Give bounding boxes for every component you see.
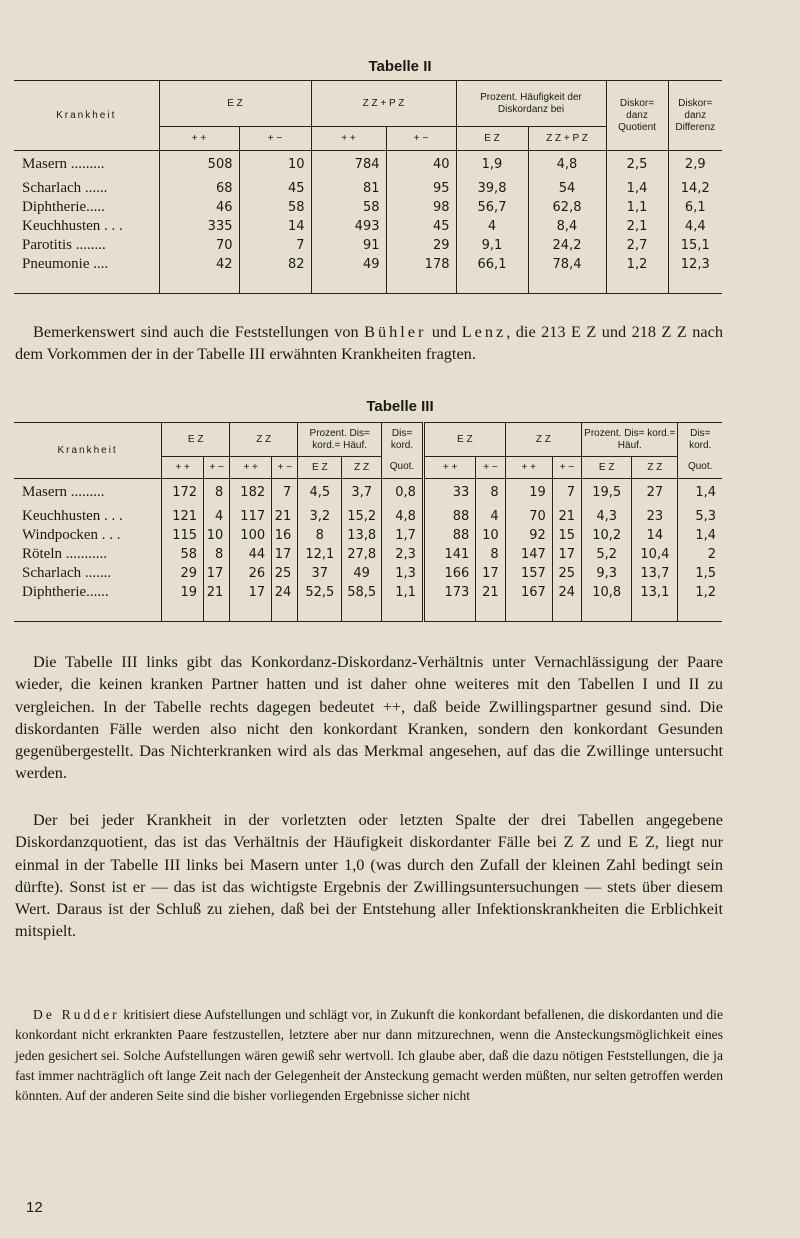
header-zzpz: Z Z + P Z <box>311 81 456 127</box>
table-cell: 8 <box>476 479 505 507</box>
table-cell: 13,1 <box>632 583 678 602</box>
header-ez-right: E Z <box>423 423 505 457</box>
table-cell: 8 <box>298 526 342 545</box>
header-pm: + − <box>272 457 298 479</box>
table-cell: 784 <box>311 151 386 179</box>
para1-author-lenz: Lenz <box>461 322 507 341</box>
header-prozent-right: Prozent. Dis= kord.= Häuf. <box>582 423 678 457</box>
spacer-cell <box>476 602 505 622</box>
spacer-cell <box>632 602 678 622</box>
table-cell: 8 <box>204 545 230 564</box>
table-cell: 44 <box>230 545 272 564</box>
table-cell: 45 <box>239 179 311 198</box>
table-row <box>14 236 722 255</box>
spacer-cell <box>162 602 204 622</box>
table-cell: 82 <box>239 255 311 274</box>
header-zz-right: Z Z <box>505 423 581 457</box>
table-cell: 157 <box>505 564 552 583</box>
row-label: Diphtherie...... <box>22 583 109 600</box>
table-cell: 2,9 <box>668 151 722 179</box>
table-cell: 78,4 <box>528 255 606 274</box>
spacer-cell <box>298 602 342 622</box>
table-cell: 7 <box>552 479 581 507</box>
table-cell: 4,5 <box>298 479 342 507</box>
spacer-cell <box>606 274 668 294</box>
table-cell: 46 <box>159 198 239 217</box>
row-label: Parotitis ........ <box>22 236 106 253</box>
para1-author-buehler: Bühler <box>364 322 427 341</box>
table-cell: 21 <box>476 583 505 602</box>
table-cell: 29 <box>386 236 456 255</box>
table-cell: 14,2 <box>668 179 722 198</box>
table-cell: 58 <box>311 198 386 217</box>
table-cell: 147 <box>505 545 552 564</box>
spacer-cell <box>311 274 386 294</box>
para4-text: kritisiert diese Aufstellungen und schlägt vor, in Zukunft die konkordant befallenen, die diskordanten und die konkordant nicht erkrankten Paare festzustellen, letztere aber nur dann mitzurechnen, wenn die Ansteckungsmöglichkeit eines jeden gesichert sei. Solche Aufstellungen wären gewiß sehr wertvoll. Ich glaube aber, daß die dazu nötigen Feststellungen, die ja fast immer nachträglich oft lange Zeit nach der Gelegenheit der Ansteckung gemacht werden müßten, nur selten getroffen werden könnten. Auf der anderen Seite sind die bisher vorliegenden Ergebnisse sicher nicht <box>15 1007 723 1104</box>
table-cell: 7 <box>272 479 298 507</box>
table-cell: 5,3 <box>678 507 722 526</box>
table-cell: 167 <box>505 583 552 602</box>
table-cell: 88 <box>423 507 475 526</box>
table-cell: 25 <box>552 564 581 583</box>
header-pp: + + <box>311 127 386 151</box>
table-cell: 1,1 <box>606 198 668 217</box>
table-cell: 117 <box>230 507 272 526</box>
table-cell: 1,4 <box>606 179 668 198</box>
table-row <box>14 507 722 526</box>
header-sub-ez: E Z <box>298 457 342 479</box>
table-cell: 19 <box>162 583 204 602</box>
spacer-cell <box>272 602 298 622</box>
header-zz-left: Z Z <box>230 423 298 457</box>
table-row <box>14 526 722 545</box>
table-cell: 1,7 <box>382 526 424 545</box>
table-cell: 39,8 <box>456 179 528 198</box>
table-cell: 7 <box>239 236 311 255</box>
spacer-cell <box>239 274 311 294</box>
table-cell: 17 <box>552 545 581 564</box>
table-row <box>14 479 722 507</box>
para1-text-c: , die 213 E Z und 218 Z Z nach dem Vorkommen der in der Tabelle III erwähnten Krankheiten fragten. <box>15 322 724 364</box>
table-cell: 1,4 <box>678 526 722 545</box>
table-cell: 27,8 <box>342 545 382 564</box>
header-quot: Quot. <box>678 457 722 479</box>
para4-author-derudder: De Rudder <box>33 1007 120 1022</box>
table-cell: 17 <box>476 564 505 583</box>
table-row-spacer <box>14 602 722 622</box>
table-cell: 95 <box>386 179 456 198</box>
row-label: Scharlach ....... <box>22 564 112 581</box>
table-cell: 6,1 <box>668 198 722 217</box>
header-differenz: Diskor= danz Differenz <box>668 81 722 151</box>
table2-caption: Tabelle II <box>368 58 432 75</box>
header-sub-ez: E Z <box>582 457 632 479</box>
table-cell: 10 <box>204 526 230 545</box>
table-cell: 29 <box>162 564 204 583</box>
row-label: Masern ......... <box>14 151 159 179</box>
table-cell: 10 <box>476 526 505 545</box>
table-cell: 37 <box>298 564 342 583</box>
table-cell: 17 <box>204 564 230 583</box>
table-cell: 8 <box>476 545 505 564</box>
table-cell: 4 <box>456 217 528 236</box>
table-row-spacer <box>14 274 722 294</box>
table-cell: 2,7 <box>606 236 668 255</box>
table-cell: 4,8 <box>528 151 606 179</box>
spacer-cell <box>582 602 632 622</box>
table-cell: 33 <box>423 479 475 507</box>
table3-caption: Tabelle III <box>366 398 434 415</box>
para1-text-a: Bemerkenswert sind auch die Feststellungen von <box>33 322 365 341</box>
table-cell: 16 <box>272 526 298 545</box>
header-sub-zz: Z Z <box>342 457 382 479</box>
table-cell: 10 <box>239 151 311 179</box>
table-cell: 49 <box>342 564 382 583</box>
table-cell: 88 <box>423 526 475 545</box>
paragraph-2: Die Tabelle III links gibt das Konkordanz-Diskordanz-Verhältnis unter Vernachlässigung der Paare wieder, die keinen kranken Partner hatten und ist daher ohne weiteres mit den Tabellen I und II zu vergleichen. In der Tabelle rechts dagegen bedeutet ++, daß beide Zwillingspartner gesund sind. Die diskordanten Fälle werden also nicht den konkordant Kranken, sondern den konkordant Gesunden gegenübergestellt. Das Nichterkranken wird als das Merkmal angesehen, auf das die Zwillinge untersucht werden. <box>15 652 723 783</box>
table-cell: 70 <box>159 236 239 255</box>
table-cell: 4,8 <box>382 507 424 526</box>
table-cell: 100 <box>230 526 272 545</box>
table-cell: 56,7 <box>456 198 528 217</box>
page-number: 12 <box>26 1199 43 1216</box>
table-cell: 15,2 <box>342 507 382 526</box>
table-row <box>14 255 722 274</box>
header-quotient: Diskor= danz Quotient <box>606 81 668 151</box>
table-row <box>14 217 722 236</box>
header-pp: + + <box>505 457 552 479</box>
header-pm: + − <box>476 457 505 479</box>
table-cell: 0,8 <box>382 479 424 507</box>
table-cell: 4,3 <box>582 507 632 526</box>
table-cell: 42 <box>159 255 239 274</box>
table-cell: 2,5 <box>606 151 668 179</box>
table-cell: 1,2 <box>678 583 722 602</box>
table-row <box>14 564 722 583</box>
table-cell: 52,5 <box>298 583 342 602</box>
table-cell: 15 <box>552 526 581 545</box>
table-cell: 1,2 <box>606 255 668 274</box>
table-cell: 3,7 <box>342 479 382 507</box>
table-cell: 10,2 <box>582 526 632 545</box>
table-cell: 13,8 <box>342 526 382 545</box>
table-cell: 91 <box>311 236 386 255</box>
table3 <box>14 422 722 622</box>
table-cell: 5,2 <box>582 545 632 564</box>
row-label: Masern ......... <box>14 479 162 507</box>
header-pp: + + <box>423 457 475 479</box>
table-row <box>14 198 722 217</box>
header-pp: + + <box>230 457 272 479</box>
table-cell: 66,1 <box>456 255 528 274</box>
table-cell: 3,2 <box>298 507 342 526</box>
header-pm: + − <box>239 127 311 151</box>
spacer-cell <box>159 274 239 294</box>
table-cell: 49 <box>311 255 386 274</box>
row-label: Diphtherie..... <box>22 198 105 215</box>
row-label: Scharlach ...... <box>22 179 108 196</box>
table-cell: 23 <box>632 507 678 526</box>
paragraph-1 <box>15 321 723 366</box>
row-label: Keuchhusten . . . <box>22 507 123 524</box>
table-cell: 21 <box>204 583 230 602</box>
table-row <box>14 545 722 564</box>
spacer-cell <box>204 602 230 622</box>
header-pm: + − <box>552 457 581 479</box>
table-cell: 58,5 <box>342 583 382 602</box>
header-ez: E Z <box>159 81 311 127</box>
table-cell: 182 <box>230 479 272 507</box>
table-cell: 40 <box>386 151 456 179</box>
spacer-cell <box>14 602 162 622</box>
table-cell: 493 <box>311 217 386 236</box>
table-cell: 1,5 <box>678 564 722 583</box>
table-cell: 24 <box>272 583 298 602</box>
table-cell: 62,8 <box>528 198 606 217</box>
header-pm: + − <box>204 457 230 479</box>
table-cell: 12,3 <box>668 255 722 274</box>
table-cell: 1,3 <box>382 564 424 583</box>
table-cell: 2,3 <box>382 545 424 564</box>
table-cell: 172 <box>162 479 204 507</box>
spacer-cell <box>668 274 722 294</box>
table-cell: 21 <box>552 507 581 526</box>
table-cell: 9,3 <box>582 564 632 583</box>
spacer-cell <box>528 274 606 294</box>
spacer-cell <box>505 602 552 622</box>
table-cell: 45 <box>386 217 456 236</box>
table-cell: 178 <box>386 255 456 274</box>
table-cell: 10,4 <box>632 545 678 564</box>
table-cell: 4,4 <box>668 217 722 236</box>
table-cell: 2 <box>678 545 722 564</box>
header-sub-ez: E Z <box>456 127 528 151</box>
header-krankheit: Krankheit <box>56 109 117 121</box>
table-cell: 19,5 <box>582 479 632 507</box>
table2 <box>14 80 722 294</box>
header-prozent-left: Prozent. Dis= kord.= Häuf. <box>298 423 382 457</box>
table-cell: 8,4 <box>528 217 606 236</box>
table-cell: 10,8 <box>582 583 632 602</box>
header-pp: + + <box>159 127 239 151</box>
table-cell: 81 <box>311 179 386 198</box>
header-pm: + − <box>386 127 456 151</box>
header-pp: + + <box>162 457 204 479</box>
spacer-cell <box>14 274 159 294</box>
table-cell: 17 <box>272 545 298 564</box>
table-cell: 141 <box>423 545 475 564</box>
spacer-cell <box>678 602 722 622</box>
table-row <box>14 179 722 198</box>
table-cell: 8 <box>204 479 230 507</box>
table-cell: 115 <box>162 526 204 545</box>
para1-text-b: und <box>426 322 462 341</box>
table-cell: 70 <box>505 507 552 526</box>
spacer-cell <box>552 602 581 622</box>
table-cell: 92 <box>505 526 552 545</box>
header-krankheit: Krankheit <box>57 444 118 456</box>
table-cell: 1,4 <box>678 479 722 507</box>
table-cell: 12,1 <box>298 545 342 564</box>
spacer-cell <box>342 602 382 622</box>
row-label: Röteln ........... <box>22 545 107 562</box>
spacer-cell <box>456 274 528 294</box>
table-cell: 25 <box>272 564 298 583</box>
row-label: Keuchhusten . . . <box>22 217 123 234</box>
table-cell: 15,1 <box>668 236 722 255</box>
table-cell: 173 <box>423 583 475 602</box>
table-cell: 13,7 <box>632 564 678 583</box>
header-ez-left: E Z <box>162 423 230 457</box>
header-prozent: Prozent. Häufigkeit der Diskordanz bei <box>456 81 606 127</box>
table-cell: 26 <box>230 564 272 583</box>
table-cell: 17 <box>230 583 272 602</box>
spacer-cell <box>382 602 424 622</box>
header-diskord-right: Dis= kord. <box>678 423 722 457</box>
table-cell: 14 <box>239 217 311 236</box>
paragraph-3: Der bei jeder Krankheit in der vorletzten oder letzten Spalte der drei Tabellen angegebene Diskordanzquotient, das ist das Verhältnis der Häufigkeit diskordanter Fälle bei Z Z und E Z, liegt nur einmal in der Tabelle III links bei Masern unter 1,0 (was durch den Zufall der kleinen Zahl bedingt sein dürfte). Sonst ist er — das ist das wichtigste Ergebnis der Zwillingsuntersuchungen — stets über diesem Wert. Daraus ist der Schluß zu ziehen, daß bei der Entstehung aller Infektionskrankheiten die Erblichkeit mitspielt. <box>15 810 723 941</box>
paragraph-4 <box>15 1005 723 1106</box>
row-label: Pneumonie .... <box>22 255 109 272</box>
table-cell: 98 <box>386 198 456 217</box>
table-cell: 58 <box>239 198 311 217</box>
header-diskord-left: Dis= kord. <box>382 423 424 457</box>
row-label: Windpocken . . . <box>22 526 121 543</box>
spacer-cell <box>230 602 272 622</box>
header-sub-zzpz: Z Z + P Z <box>528 127 606 151</box>
table-cell: 335 <box>159 217 239 236</box>
table-cell: 9,1 <box>456 236 528 255</box>
table-cell: 1,9 <box>456 151 528 179</box>
table-cell: 14 <box>632 526 678 545</box>
table-cell: 19 <box>505 479 552 507</box>
table-cell: 508 <box>159 151 239 179</box>
table-cell: 24,2 <box>528 236 606 255</box>
table-row <box>14 583 722 602</box>
table-cell: 54 <box>528 179 606 198</box>
table-cell: 1,1 <box>382 583 424 602</box>
table-cell: 68 <box>159 179 239 198</box>
spacer-cell <box>423 602 475 622</box>
table-cell: 21 <box>272 507 298 526</box>
table-cell: 4 <box>204 507 230 526</box>
table-cell: 121 <box>162 507 204 526</box>
spacer-cell <box>386 274 456 294</box>
table-row <box>14 151 722 179</box>
table-cell: 4 <box>476 507 505 526</box>
table-cell: 24 <box>552 583 581 602</box>
table-cell: 27 <box>632 479 678 507</box>
table-cell: 58 <box>162 545 204 564</box>
table-cell: 2,1 <box>606 217 668 236</box>
table-cell: 166 <box>423 564 475 583</box>
header-quot: Quot. <box>382 457 424 479</box>
header-sub-zz: Z Z <box>632 457 678 479</box>
